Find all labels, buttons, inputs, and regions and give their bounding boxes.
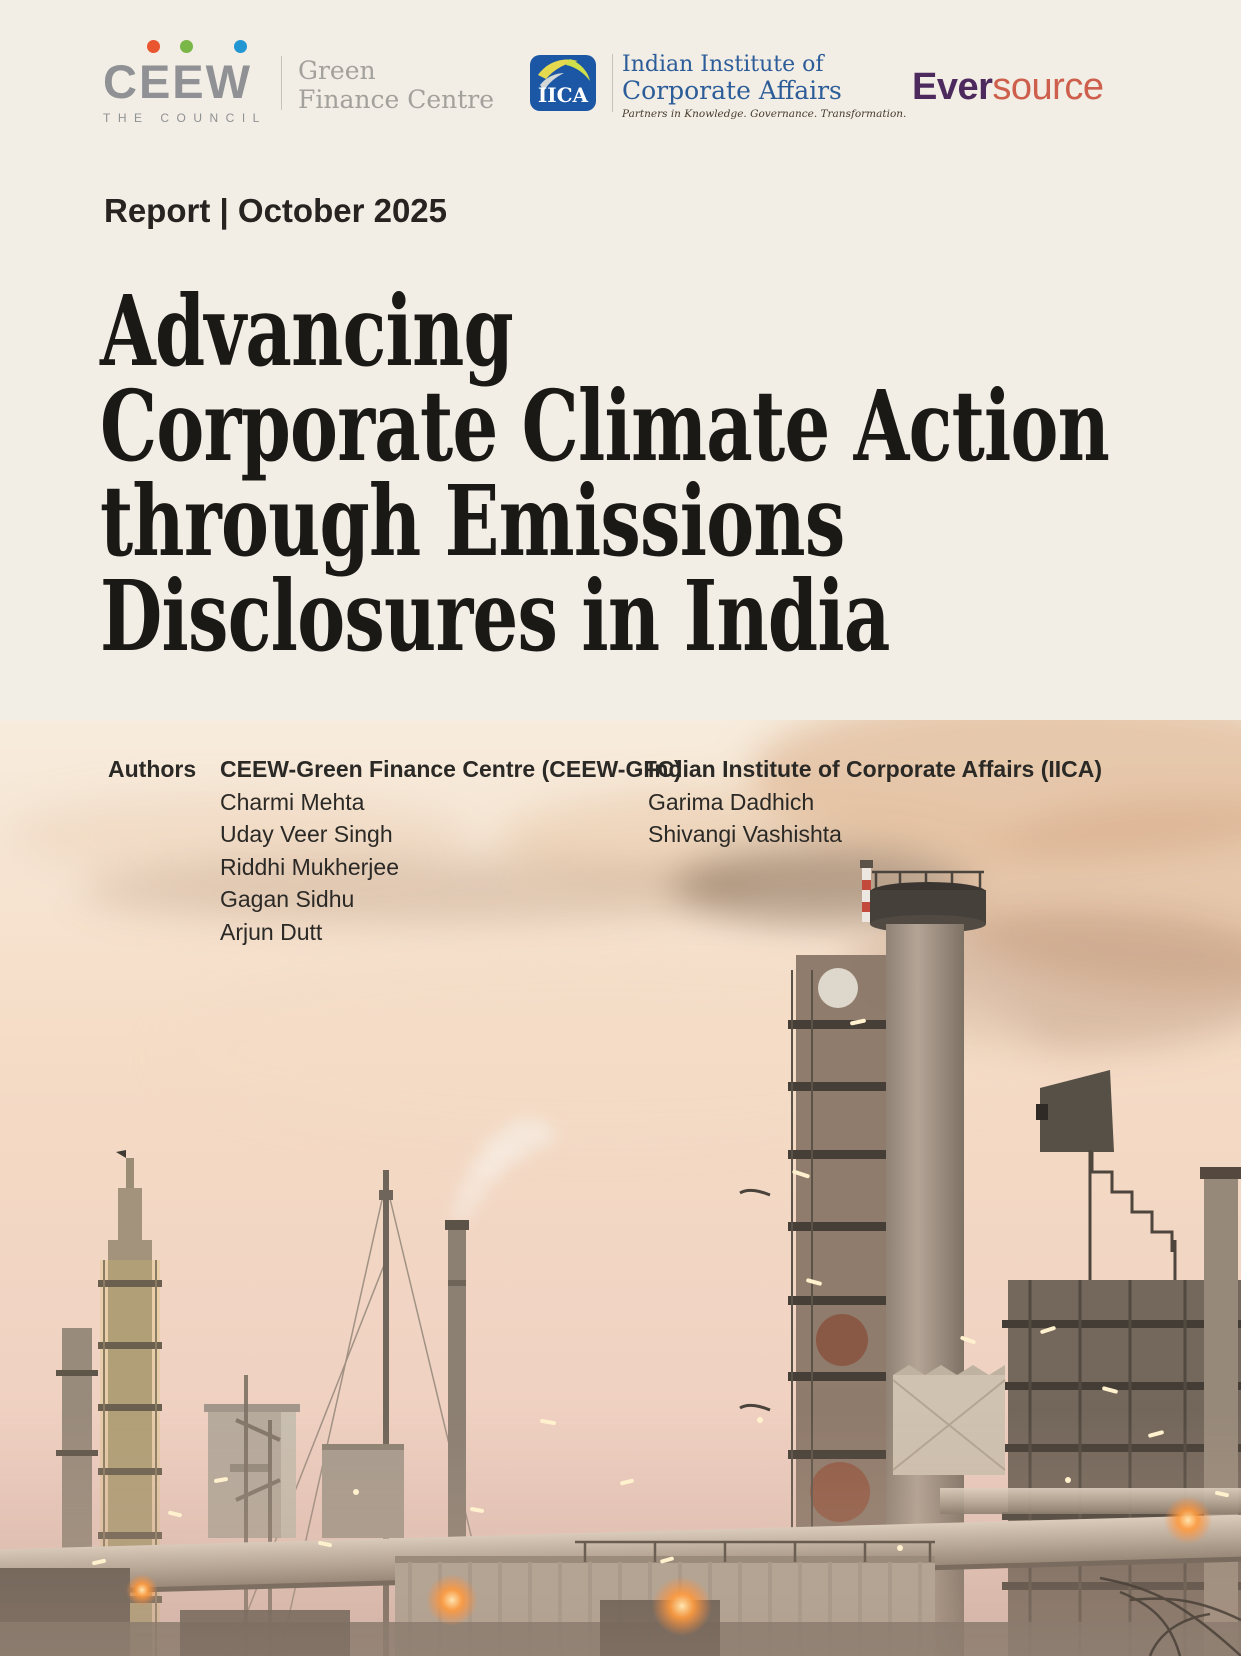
author-name: Garima Dadhich: [648, 788, 815, 815]
ceew-dots-icon: [103, 40, 283, 55]
iica-name-line2: Corporate Affairs: [622, 76, 842, 105]
title-line-2: Corporate Climate Action: [100, 369, 1110, 483]
eversource-logo: [912, 66, 1103, 109]
svg-text:IICA: IICA: [537, 83, 589, 107]
title-line-1: Advancing: [100, 274, 513, 388]
ceew-gfc-divider: [281, 56, 282, 110]
author-name: Shivangi Vashishta: [648, 821, 842, 847]
iica-name-line1: Indian Institute of: [622, 52, 824, 77]
eversource-wordmark-source: source: [992, 66, 1104, 108]
author-org: CEEW-Green Finance Centre (CEEW-GFC): [220, 756, 682, 782]
logo-row: [0, 0, 1241, 170]
author-name: Charmi Mehta: [220, 788, 365, 815]
author-org: Indian Institute of Corporate Affairs (IICA): [648, 756, 1103, 782]
author-name: Riddhi Mukherjee: [220, 853, 399, 880]
gfc-line1: Green: [298, 56, 376, 85]
iica-divider: [612, 54, 613, 112]
ceew-wordmark: CEEW: [103, 55, 252, 108]
authors-label: Authors: [108, 756, 197, 782]
report-type-and-date: Report | October 2025: [104, 192, 448, 229]
iica-name: [622, 52, 906, 120]
author-name: Gagan Sidhu: [220, 886, 355, 912]
author-name: Uday Veer Singh: [220, 821, 393, 847]
green-finance-centre-label: [298, 56, 494, 114]
ceew-logo: [103, 40, 283, 125]
authors-group-ceew: [220, 753, 682, 948]
page-title: [100, 274, 1210, 673]
ceew-dot-blue-icon: [234, 40, 247, 53]
eversource-wordmark-ever: Ever: [912, 66, 993, 108]
title-line-3: through Emissions: [100, 464, 845, 578]
cover-photo-industrial-plant: [0, 720, 1241, 1656]
ceew-dot-orange-icon: [147, 40, 160, 53]
iica-emblem-icon: [530, 55, 596, 111]
ceew-subtitle: THE COUNCIL: [103, 111, 267, 125]
title-line-4: Disclosures in India: [100, 559, 890, 673]
iica-tagline: Partners in Knowledge. Governance. Transformation.: [622, 108, 907, 120]
author-name: Arjun Dutt: [220, 918, 323, 945]
gfc-line2: Finance Centre: [298, 85, 495, 114]
authors-group-iica: [648, 753, 1102, 851]
ceew-dot-green-icon: [180, 40, 193, 53]
